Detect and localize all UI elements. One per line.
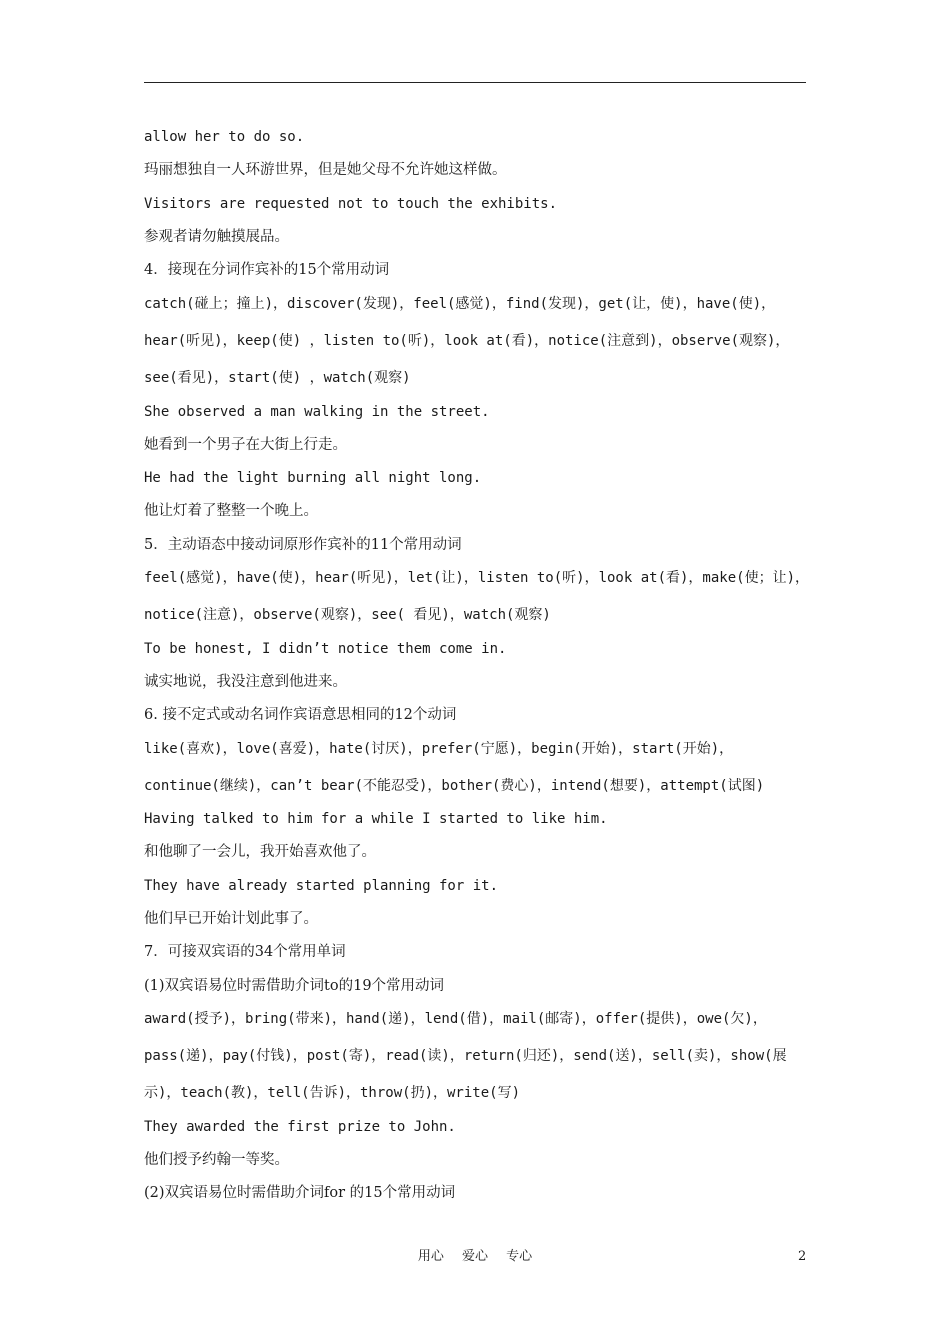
subsection-heading: (1)双宾语易位时需借助介词to的19个常用动词 bbox=[144, 978, 445, 994]
verb-list-line: award(授予)，bring(带来)，hand(递)，lend(借)，mail(邮寄)，offer(提供)，owe(欠)， bbox=[144, 1011, 767, 1027]
example-sentence: He had the light burning all night long. bbox=[144, 470, 482, 486]
section-heading: 7．可接双宾语的34个常用单词 bbox=[144, 944, 346, 960]
example-translation: 诚实地说，我没注意到他进来。 bbox=[144, 674, 347, 690]
verb-list-line: feel(感觉)，have(使)，hear(听见)，let(让)，listen to(听)，look at(看)，make(使；让)， bbox=[144, 570, 810, 586]
page-number: 2 bbox=[798, 1249, 807, 1264]
text-line: allow her to do so. bbox=[144, 129, 305, 145]
example-sentence: To be honest, I didn’t notice them come in. bbox=[144, 641, 507, 657]
example-translation: 他们授予约翰一等奖。 bbox=[144, 1152, 289, 1168]
example-sentence: She observed a man walking in the street. bbox=[144, 404, 490, 420]
verb-list-line: continue(继续)，can’t bear(不能忍受)，bother(费心)，intend(想要)，attempt(试图) bbox=[144, 778, 765, 794]
verb-list-line: like(喜欢)，love(喜爱)，hate(讨厌)，prefer(宁愿)，begin(开始)，start(开始)， bbox=[144, 741, 734, 757]
example-translation: 她看到一个男子在大街上行走。 bbox=[144, 437, 347, 453]
footer-motto: 用心 爱心 专心 bbox=[417, 1249, 533, 1264]
verb-list-line: catch(碰上；撞上)，discover(发现)，feel(感觉)，find(发现)，get(让，使)，have(使)， bbox=[144, 296, 776, 312]
text-line: 玛丽想独自一人环游世界，但是她父母不允许她这样做。 bbox=[144, 162, 507, 178]
verb-list-line: see(看见)，start(使) ，watch(观察) bbox=[144, 370, 411, 386]
verb-list-line: 示)，teach(教)，tell(告诉)，throw(扔)，write(写) bbox=[144, 1085, 521, 1101]
section-heading: 6. 接不定式或动名词作宾语意思相同的12个动词 bbox=[144, 707, 457, 723]
example-sentence: They have already started planning for it. bbox=[144, 878, 499, 894]
section-heading: 4．接现在分词作宾补的15个常用动词 bbox=[144, 262, 390, 278]
example-sentence: They awarded the first prize to John. bbox=[144, 1119, 456, 1135]
example-translation: 和他聊了一会儿，我开始喜欢他了。 bbox=[144, 844, 376, 860]
subsection-heading: (2)双宾语易位时需借助介词for 的15个常用动词 bbox=[144, 1185, 456, 1201]
header-rule bbox=[144, 82, 806, 83]
example-sentence: Having talked to him for a while I started to like him. bbox=[144, 811, 608, 827]
text-line: Visitors are requested not to touch the exhibits. bbox=[144, 196, 558, 212]
example-translation: 他们早已开始计划此事了。 bbox=[144, 911, 318, 927]
verb-list-line: notice(注意)，observe(观察)，see( 看见)，watch(观察) bbox=[144, 607, 551, 623]
section-heading: 5．主动语态中接动词原形作宾补的11个常用动词 bbox=[144, 537, 462, 553]
verb-list-line: hear(听见)，keep(使) ，listen to(听)，look at(看)，notice(注意到)，observe(观察)， bbox=[144, 333, 790, 349]
verb-list-line: pass(递)，pay(付钱)，post(寄)，read(读)，return(归还)，send(送)，sell(卖)，show(展 bbox=[144, 1048, 787, 1064]
text-line: 参观者请勿触摸展品。 bbox=[144, 229, 289, 245]
example-translation: 他让灯着了整整一个晚上。 bbox=[144, 503, 318, 519]
